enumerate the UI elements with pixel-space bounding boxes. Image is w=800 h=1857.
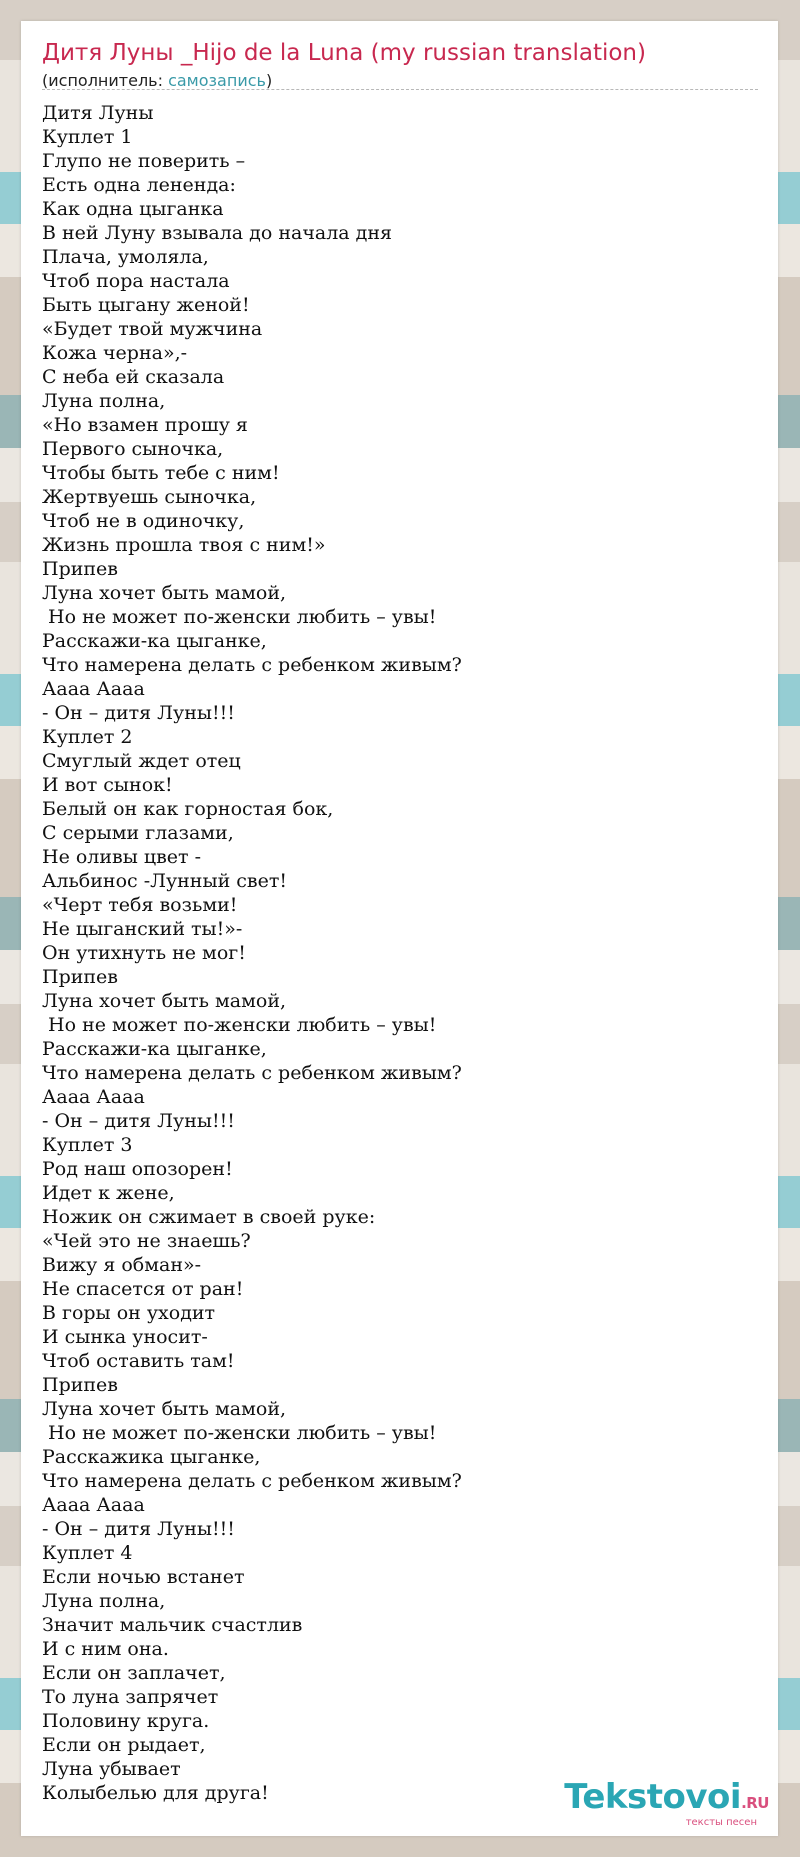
lyric-line: Род наш опозорен! [42, 1158, 233, 1180]
lyric-line: Если он рыдает, [42, 1734, 206, 1756]
lyric-line: «Но взамен прошу я [42, 414, 248, 436]
lyric-line: Чтоб пора настала [42, 270, 230, 292]
lyric-line: И с ним она. [42, 1638, 169, 1660]
lyrics-text [42, 101, 462, 1805]
lyric-line: Как одна цыганка [42, 198, 224, 220]
lyric-line: Не спасется от ран! [42, 1278, 244, 1300]
lyric-line: Луна хочет быть мамой, [42, 1398, 287, 1420]
artist-suffix: ) [265, 71, 273, 90]
artist-prefix: (исполнитель: [42, 71, 169, 90]
lyric-line: Расскажи-ка цыганке, [42, 1038, 267, 1060]
lyric-line: Луна хочет быть мамой, [42, 990, 287, 1012]
lyric-line: Аааа Аааа [42, 1086, 145, 1108]
logo-wordmark: Tekstovoi.RU [564, 1777, 769, 1817]
lyric-line: Идет к жене, [42, 1182, 175, 1204]
lyric-line: Припев [42, 966, 118, 988]
lyric-line: Жизнь прошла твоя с ним!» [42, 534, 326, 556]
lyric-line: Припев [42, 558, 118, 580]
lyric-line: «Черт тебя возьми! [42, 894, 238, 916]
lyric-line: Что намерена делать с ребенком живым? [42, 1470, 462, 1492]
lyric-line: Чтобы быть тебе с ним! [42, 462, 280, 484]
lyric-line: Куплет 3 [42, 1134, 133, 1156]
lyric-line: Луна полна, [42, 390, 166, 412]
lyric-line: И вот сынок! [42, 774, 173, 796]
lyric-line: Припев [42, 1374, 118, 1396]
lyric-line: В ней Луну взывала до начала дня [42, 222, 393, 244]
lyric-line: Не оливы цвет - [42, 846, 202, 868]
lyric-line: Быть цыгану женой! [42, 294, 250, 316]
lyric-line: Луна полна, [42, 1590, 166, 1612]
lyric-line: Кожа черна»,- [42, 342, 188, 364]
lyric-line: Белый он как горностая бок, [42, 798, 334, 820]
lyric-line: Альбинос -Лунный свет! [42, 870, 288, 892]
lyric-line: Куплет 2 [42, 726, 133, 748]
lyric-line: «Чей это не знаешь? [42, 1230, 251, 1252]
lyric-line: Что намерена делать с ребенком живым? [42, 1062, 462, 1084]
logo-tld: .RU [741, 1794, 769, 1812]
lyric-line: Колыбелью для друга! [42, 1782, 269, 1804]
lyric-line: Половину круга. [42, 1710, 210, 1732]
lyric-line: Жертвуешь сыночка, [42, 486, 257, 508]
lyric-line: Расскажика цыганке, [42, 1446, 261, 1468]
lyric-line: Если он заплачет, [42, 1662, 226, 1684]
lyric-line: Куплет 4 [42, 1542, 133, 1564]
lyric-line: Вижу я обман»- [42, 1254, 202, 1276]
lyrics-card [21, 21, 778, 1836]
lyric-line: «Будет твой мужчина [42, 318, 263, 340]
lyric-line: Смуглый ждет отец [42, 750, 241, 772]
lyric-line: Аааа Аааа [42, 1494, 145, 1516]
song-title: Дитя Луны _Hijo de la Luna (my russian translation) [42, 40, 646, 66]
lyric-line: С неба ей сказала [42, 366, 225, 388]
lyric-line: В горы он уходит [42, 1302, 216, 1324]
lyric-line: Но не может по-женски любить – увы! [42, 1014, 437, 1036]
lyric-line: Куплет 1 [42, 126, 133, 148]
lyric-line: Глупо не поверить – [42, 150, 246, 172]
artist-line [42, 71, 272, 90]
title-divider [42, 89, 758, 90]
lyric-line: То луна запрячет [42, 1686, 219, 1708]
lyric-line: С серыми глазами, [42, 822, 234, 844]
lyric-line: Первого сыночка, [42, 438, 224, 460]
lyric-line: Но не может по-женски любить – увы! [42, 606, 437, 628]
lyric-line: Если ночью встанет [42, 1566, 245, 1588]
lyric-line: Плача, умоляла, [42, 246, 209, 268]
lyric-line: И сынка уносит- [42, 1326, 208, 1348]
lyric-line: - Он – дитя Луны!!! [42, 1518, 235, 1540]
lyric-line: Что намерена делать с ребенком живым? [42, 654, 462, 676]
lyric-line: - Он – дитя Луны!!! [42, 702, 235, 724]
lyric-line: Луна хочет быть мамой, [42, 582, 287, 604]
lyric-line: Аааа Аааа [42, 678, 145, 700]
lyric-line: Расскажи-ка цыганке, [42, 630, 267, 652]
lyric-line: Есть одна ленeнда: [42, 174, 236, 196]
lyric-line: Не цыганский ты!»- [42, 918, 243, 940]
artist-link[interactable]: самозапись [168, 71, 266, 90]
lyric-line: Дитя Луны [42, 102, 154, 124]
lyric-line: Чтоб не в одиночку, [42, 510, 245, 532]
lyric-line: Значит мальчик счастлив [42, 1614, 303, 1636]
lyric-line: Он утихнуть не мог! [42, 942, 246, 964]
lyric-line: Луна убывает [42, 1758, 181, 1780]
logo-tagline: тексты песен [685, 1817, 757, 1828]
lyric-line: Но не может по-женски любить – увы! [42, 1422, 437, 1444]
lyric-line: Чтоб оставить там! [42, 1350, 235, 1372]
site-logo[interactable] [549, 1779, 769, 1828]
lyric-line: Ножик он сжимает в своей руке: [42, 1206, 376, 1228]
lyric-line: - Он – дитя Луны!!! [42, 1110, 235, 1132]
